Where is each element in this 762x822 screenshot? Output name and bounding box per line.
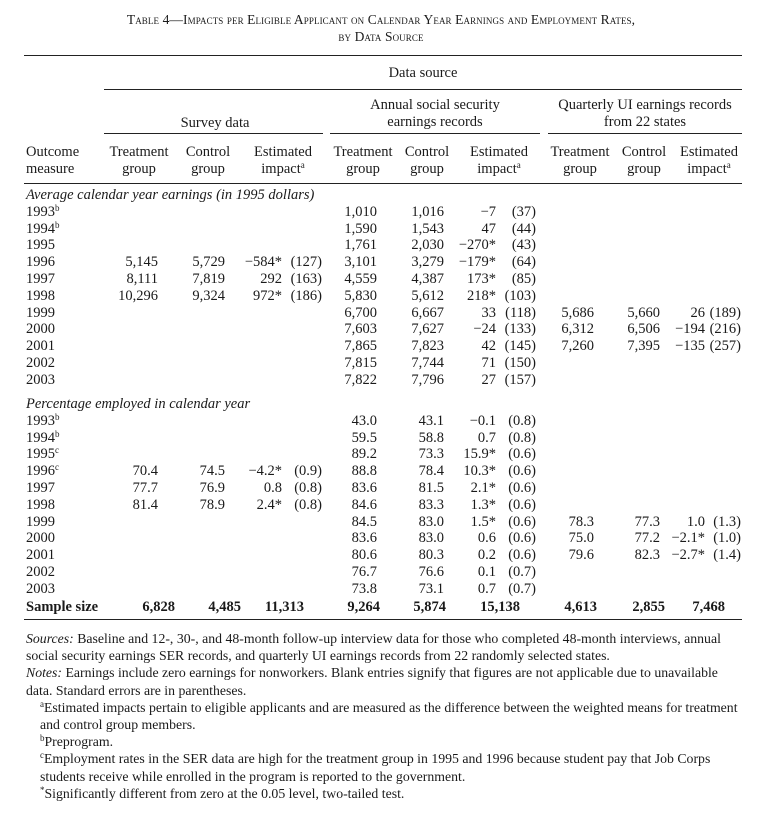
ssa-sample-size-control: 5,874 [413,599,446,615]
section-title-1: Percentage employed in calendar year [26,396,251,412]
data-source-header: Data source [388,65,458,81]
ssa-value-impact: −0.1 [469,412,496,429]
ssa-value-control: 81.5 [418,480,444,496]
footnote-c-text: Employment rates in the SER data are high for the treatment group in 1995 and 1996 because student pay that Job Corps students receive while enrolled in the program is reported to the government. [40,751,711,784]
ui-value-impact: −2.7* [671,547,705,564]
ssa-value-treatment: 76.7 [351,564,377,580]
row-year: 1999 [26,513,55,530]
footnote-star-text: Significantly different from zero at the 0.05 level, two-tailed test. [44,785,405,801]
survey-value-se: (127) [290,254,322,271]
footnote-c [26,750,746,784]
ssa-value-control: 1,543 [411,220,444,237]
ssa-value-impact: 10.3* [463,463,496,480]
ssa-value-se: (118) [505,304,536,321]
survey-control-header-text: group [191,161,225,177]
bottom-rule [24,619,742,620]
ssa-value-control: 4,387 [411,271,444,287]
survey-value-treatment: 77.7 [132,480,158,496]
ssa-value-impact: 27 [481,371,496,388]
ui-value-treatment: 78.3 [568,513,594,530]
ui-value-control: 77.2 [634,530,660,547]
survey-value-control: 5,729 [192,254,225,271]
ssa-value-se: (37) [511,203,536,220]
ui-value-impact: 26 [690,304,705,321]
ssa-value-treatment: 88.8 [351,463,377,480]
row-year: 1996 [26,254,55,271]
row-year: 1997 [26,271,55,287]
footnote-b-text: Preprogram. [44,734,114,750]
row-label [26,254,55,270]
ssa-value-control: 76.6 [418,564,444,580]
ssa-header-line1: Annual social security [370,97,500,113]
table-notes [26,630,746,802]
survey-value-control: 9,324 [192,287,225,304]
ssa-value-control: 83.3 [418,496,444,513]
row-label [26,355,55,371]
row-label [26,237,55,253]
ui-impact-note-mark: a [726,160,731,170]
row-year: 1998 [26,287,55,304]
ssa-value-treatment: 43.0 [351,412,377,429]
ssa-value-control: 7,796 [411,371,444,388]
footnote-star [26,785,746,802]
ssa-value-control: 2,030 [411,237,444,254]
ui-group-rule [548,133,742,134]
footnote-c-mark: c [40,750,44,761]
row-label [26,463,59,479]
survey-value-control: 7,819 [192,271,225,287]
ssa-value-se: (0.6) [508,530,536,547]
row-year: 1993 [26,412,55,429]
ssa-value-impact: −7 [480,203,496,220]
ssa-value-se: (0.6) [508,446,536,463]
row-year: 1995 [26,446,55,463]
ssa-value-se: (150) [504,355,536,371]
ui-treatment-header-line1: Treatment [550,144,610,160]
ui-value-se: (189) [709,304,741,321]
ssa-value-impact: 0.1 [477,564,496,580]
ssa-value-se: (44) [511,220,536,237]
row-label [26,338,55,354]
row-year: 2000 [26,530,55,547]
footnote-star-mark: * [40,784,45,795]
ssa-value-impact: −270* [458,237,496,254]
ssa-value-control: 7,744 [411,355,444,371]
table-title-line2: by Data Source [338,29,424,44]
footnote-a-mark: a [40,698,44,709]
row-year: 2001 [26,338,55,355]
ssa-value-control: 58.8 [418,429,444,446]
ssa-value-treatment: 83.6 [351,530,377,547]
ssa-impact-header-line2 [454,161,544,177]
survey-value-treatment: 5,145 [125,254,158,271]
row-label [26,581,55,597]
survey-value-se: (186) [290,287,322,304]
ssa-value-treatment: 7,603 [344,321,377,338]
ssa-value-se: (0.7) [508,564,536,580]
outcome-header-line2: measure [26,161,75,177]
data-source-rule [104,89,742,90]
ssa-value-control: 7,823 [411,338,444,355]
survey-data-header: Survey data [180,115,250,131]
ui-header-line1: Quarterly UI earnings records [558,97,732,113]
ui-impact-header-text: impact [687,161,727,177]
ssa-value-impact: 33 [481,304,496,321]
row-year: 1993 [26,203,55,220]
ssa-value-impact: 218* [467,287,496,304]
row-label [26,446,59,462]
ui-value-se: (1.4) [713,547,741,564]
ui-value-control: 6,506 [627,321,660,338]
survey-sample-size-total: 11,313 [264,599,304,615]
ssa-value-treatment: 84.6 [351,496,377,513]
row-year: 2002 [26,355,55,371]
ui-value-impact: 1.0 [686,513,705,530]
survey-impact-header-line2 [238,161,328,177]
row-label [26,305,55,321]
ssa-value-control: 80.3 [418,547,444,564]
ssa-value-impact: 173* [467,271,496,287]
ssa-value-control: 83.0 [418,530,444,547]
survey-sample-size-control: 4,485 [208,599,241,615]
survey-value-control: 74.5 [199,463,225,480]
survey-value-impact: −584* [244,254,282,271]
row-label [26,204,60,220]
ui-value-treatment: 75.0 [568,530,594,547]
row-year: 1999 [26,304,55,321]
ssa-value-impact: 0.2 [477,547,496,564]
ui-value-treatment: 79.6 [568,547,594,564]
ssa-value-impact: 1.3* [470,496,496,513]
ssa-control-header-text: group [410,161,444,177]
ssa-value-impact: 47 [481,220,496,237]
ssa-value-treatment: 5,830 [344,287,377,304]
ssa-value-impact: 71 [481,355,496,371]
ssa-impact-note-mark: a [516,160,521,170]
ssa-value-control: 1,016 [411,203,444,220]
row-year: 2002 [26,564,55,580]
footnote-a-text: Estimated impacts pertain to eligible applicants and are measured as the difference between the weighted means for treatment and control group members. [40,699,738,733]
survey-impact-note-mark: a [300,160,305,170]
row-year: 1998 [26,496,55,513]
ssa-value-se: (64) [511,254,536,271]
ssa-value-se: (0.6) [508,513,536,530]
ssa-value-control: 5,612 [411,287,444,304]
survey-group-rule [104,133,323,134]
table-title-line1: Table 4—Impacts per Eligible Applicant on Calendar Year Earnings and Employment Rates, [126,12,636,27]
ssa-treatment-header-line1: Treatment [333,144,393,160]
row-note-mark: b [55,219,60,230]
ssa-group-rule [330,133,540,134]
ui-value-treatment: 7,260 [561,338,594,355]
ssa-value-control: 73.1 [418,580,444,597]
row-label [26,480,55,496]
row-label [26,530,55,546]
survey-value-treatment: 10,296 [118,287,158,304]
survey-impact-header-text: impact [261,161,301,177]
ssa-treatment-header-text: group [346,161,380,177]
ssa-value-control: 3,279 [411,254,444,271]
sources-text: Baseline and 12-, 30-, and 48-month follow-up interview data for those who completed 48-month interviews, annual social security earnings SER records, and quarterly UI earnings records from 22 randomly selected states. [26,631,721,664]
row-year: 2000 [26,321,55,338]
survey-value-se: (0.8) [294,480,322,496]
row-label [26,547,55,563]
row-year: 1994 [26,220,55,237]
ui-value-control: 5,660 [627,304,660,321]
survey-value-treatment: 81.4 [132,496,158,513]
ui-impact-header-line2 [664,161,754,177]
ssa-value-impact: −179* [458,254,496,271]
row-note-mark: c [55,445,59,456]
outcome-header-line1: Outcome [26,144,80,160]
ssa-value-control: 43.1 [418,412,444,429]
survey-value-treatment: 70.4 [132,463,158,480]
survey-value-impact: 292 [260,271,282,287]
row-label [26,413,60,429]
ui-header-line2: from 22 states [603,114,687,130]
survey-value-se: (163) [290,271,322,287]
row-year: 2003 [26,580,55,597]
survey-value-control: 78.9 [199,496,225,513]
ui-sample-size-treatment: 4,613 [564,599,597,615]
ssa-value-treatment: 73.8 [351,580,377,597]
survey-value-se: (0.9) [294,463,322,480]
ui-value-se: (257) [709,338,741,355]
ssa-value-impact: 1.5* [470,513,496,530]
ssa-header-line2: earnings records [387,114,483,130]
ssa-value-treatment: 7,815 [344,355,377,371]
row-note-mark: b [55,202,60,213]
notes-text: Earnings include zero earnings for nonworkers. Blank entries signify that figures are not applicable due to unavailable data. Standard errors are in parentheses. [26,665,718,698]
ui-value-treatment: 6,312 [561,321,594,338]
ssa-value-treatment: 7,822 [344,371,377,388]
ui-value-control: 7,395 [627,338,660,355]
row-label [26,497,55,513]
ui-sample-size-control: 2,855 [632,599,665,615]
ssa-value-se: (0.7) [508,580,536,597]
row-note-mark: c [55,462,59,473]
row-note-mark: b [55,411,60,422]
ui-value-control: 77.3 [634,513,660,530]
ui-control-header-text: group [627,161,661,177]
ssa-value-treatment: 3,101 [344,254,377,271]
ui-treatment-header-text: group [563,161,597,177]
survey-value-se: (0.8) [294,496,322,513]
row-year: 2001 [26,547,55,564]
top-rule [24,55,742,56]
ssa-value-treatment: 1,590 [344,220,377,237]
ui-value-se: (216) [709,321,741,338]
ssa-value-impact: 0.7 [477,429,496,446]
survey-value-control: 76.9 [199,480,225,496]
ssa-value-control: 73.3 [418,446,444,463]
survey-value-impact: 972* [253,287,282,304]
ssa-value-treatment: 89.2 [351,446,377,463]
ssa-value-se: (0.6) [508,496,536,513]
ssa-value-impact: −24 [473,321,496,338]
ssa-value-treatment: 1,761 [344,237,377,254]
ui-value-se: (1.0) [713,530,741,547]
ssa-control-header-line1: Control [404,144,450,160]
ssa-value-se: (0.8) [508,429,536,446]
sources-note [26,630,746,664]
ssa-value-treatment: 59.5 [351,429,377,446]
ssa-value-treatment: 1,010 [344,203,377,220]
ssa-value-control: 6,667 [411,304,444,321]
survey-value-treatment: 8,111 [126,271,158,287]
header-bottom-rule [24,183,742,184]
ssa-value-se: (0.8) [508,412,536,429]
row-label [26,514,55,530]
ssa-value-se: (157) [504,371,536,388]
row-label [26,271,55,287]
ssa-value-impact: 0.6 [477,530,496,547]
row-year: 1994 [26,429,55,446]
ui-impact-header-line1: Estimated [680,144,738,160]
ssa-value-treatment: 4,559 [344,271,377,287]
ssa-value-se: (0.6) [508,463,536,480]
ui-value-impact: −194 [675,321,705,338]
row-year: 1997 [26,480,55,496]
ssa-value-se: (85) [511,271,536,287]
ssa-value-se: (0.6) [508,547,536,564]
notes-label: Notes: [26,665,63,681]
survey-sample-size-treatment: 6,828 [142,599,175,615]
row-year: 1996 [26,463,55,480]
footnote-b [26,733,746,750]
ssa-value-treatment: 7,865 [344,338,377,355]
row-year: 1995 [26,237,55,254]
sources-label: Sources: [26,631,74,646]
ssa-value-control: 83.0 [418,513,444,530]
row-label [26,288,55,304]
ui-sample-size-total: 7,468 [692,599,725,615]
footnote-a [26,699,746,733]
ssa-value-control: 7,627 [411,321,444,338]
ui-value-treatment: 5,686 [561,304,594,321]
row-label [26,221,60,237]
survey-control-header-line1: Control [185,144,231,160]
ssa-value-control: 78.4 [418,463,444,480]
ssa-value-se: (133) [504,321,536,338]
ui-value-control: 82.3 [634,547,660,564]
ssa-value-treatment: 84.5 [351,513,377,530]
ssa-sample-size-treatment: 9,264 [347,599,380,615]
ssa-value-treatment: 80.6 [351,547,377,564]
footnote-b-mark: b [40,733,45,744]
ssa-value-se: (103) [504,287,536,304]
ssa-sample-size-total: 15,138 [480,599,520,615]
ui-value-impact: −2.1* [671,530,705,547]
ssa-value-treatment: 6,700 [344,304,377,321]
notes-note [26,664,746,698]
ui-value-se: (1.3) [713,513,741,530]
table-title [0,11,762,45]
row-label [26,430,60,446]
survey-treatment-header-line1: Treatment [109,144,169,160]
row-note-mark: b [55,428,60,439]
ssa-value-se: (0.6) [508,480,536,496]
ssa-value-impact: 0.7 [477,580,496,597]
ui-value-impact: −135 [675,338,705,355]
ssa-value-impact: 2.1* [470,480,496,496]
ui-control-header-line1: Control [621,144,667,160]
survey-value-impact: 0.8 [263,480,282,496]
ssa-value-impact: 42 [481,338,496,355]
section-title-0: Average calendar year earnings (in 1995 dollars) [26,187,315,203]
survey-impact-header-line1: Estimated [254,144,312,160]
ssa-impact-header-text: impact [477,161,517,177]
row-label [26,372,55,388]
survey-treatment-header-text: group [122,161,156,177]
row-label [26,321,55,337]
survey-value-impact: −4.2* [248,463,282,480]
ssa-value-se: (43) [511,237,536,254]
row-year: 2003 [26,371,55,388]
ssa-value-treatment: 83.6 [351,480,377,496]
survey-value-impact: 2.4* [256,496,282,513]
ssa-impact-header-line1: Estimated [470,144,528,160]
sample-size-label: Sample size [26,599,99,615]
ssa-value-impact: 15.9* [463,446,496,463]
ssa-value-se: (145) [504,338,536,355]
row-label [26,564,55,580]
